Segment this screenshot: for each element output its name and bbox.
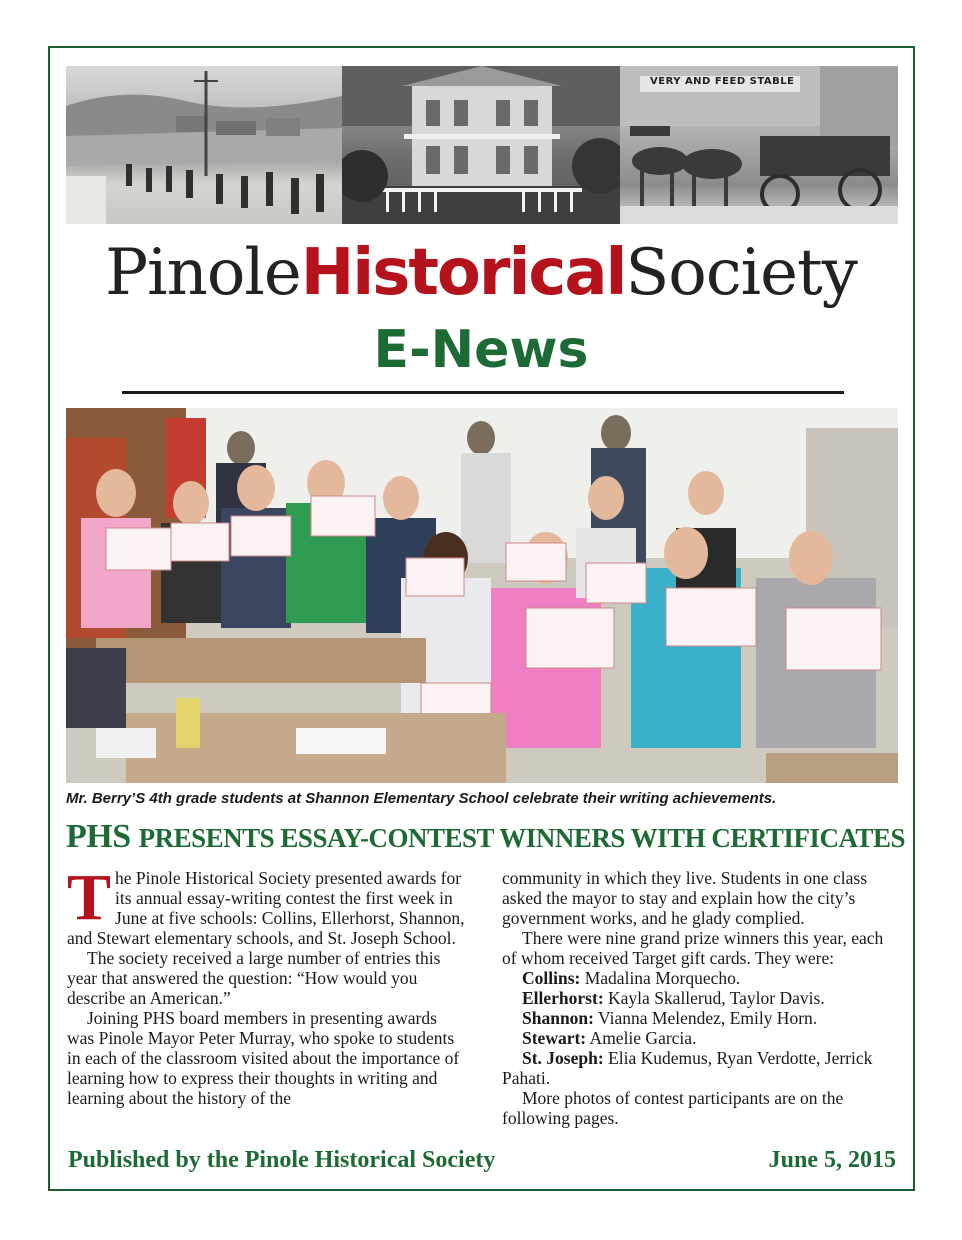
headline-phs: PHS xyxy=(66,818,139,855)
winner-school: Collins: xyxy=(522,968,581,988)
article-paragraph-5: There were nine grand prize winners this year, each of whom received Target gift cards. They were: xyxy=(502,928,884,968)
winner-entry xyxy=(502,1008,898,1028)
article-paragraph-6: More photos of contest participants are on the following pages. xyxy=(502,1088,844,1128)
winner-school: Ellerhorst: xyxy=(522,988,604,1008)
headline-rest: PRESENTS ESSAY-CONTEST WINNERS WITH CERTIFICATES xyxy=(138,823,905,853)
publisher-line: Published by the Pinole Historical Society xyxy=(68,1147,496,1173)
winner-names: Amelie Garcia. xyxy=(586,1028,697,1048)
article-headline xyxy=(66,818,905,856)
winners-list xyxy=(502,968,898,1088)
stable-sign: VERY AND FEED STABLE xyxy=(650,76,795,87)
winner-entry xyxy=(502,988,898,1008)
winner-names: Madalina Morquecho. xyxy=(580,968,741,988)
enews-subtitle: E-News xyxy=(373,320,589,380)
article-column-2 xyxy=(502,868,898,1128)
historical-photo-banner xyxy=(66,66,898,224)
drop-cap: T xyxy=(67,861,112,934)
parade-street-photo xyxy=(66,66,342,224)
winner-school: St. Joseph: xyxy=(522,1048,604,1068)
victorian-house-photo xyxy=(342,66,620,224)
article-paragraph-1 xyxy=(67,861,465,948)
winner-names: Elia Kudemus, Ryan Verdotte, Jerrick Pahati. xyxy=(502,1048,873,1088)
masthead-rule xyxy=(122,391,844,394)
masthead-society: Society xyxy=(625,236,857,310)
issue-date: June 5, 2015 xyxy=(768,1147,896,1173)
livery-stable-photo xyxy=(620,66,898,224)
paragraph-1-text: he Pinole Historical Society presented awards for its annual essay-writing contest the first week in June at five schools: Collins, Ellerhorst, Shannon, and Stewart elementary schools, and St. Joseph School. xyxy=(67,868,465,948)
photo-caption: Mr. Berry’S 4th grade students at Shannon Elementary School celebrate their writing achievements. xyxy=(66,790,777,807)
winner-school: Shannon: xyxy=(522,1008,594,1028)
masthead-pinole: Pinole xyxy=(105,236,301,310)
classroom-photo xyxy=(66,408,898,783)
article-paragraph-4: community in which they live. Students in one class asked the mayor to stay and explain how the city’s government works, and he glady complied. xyxy=(502,868,868,928)
winner-names: Vianna Melendez, Emily Horn. xyxy=(594,1008,818,1028)
masthead-title xyxy=(0,238,962,308)
article-paragraph-2: The society received a large number of entries this year that answered the question: “How would you describe an American.” xyxy=(67,948,441,1008)
masthead-historical: Historical xyxy=(300,236,626,310)
winner-entry xyxy=(502,1028,898,1048)
winner-school: Stewart: xyxy=(522,1028,587,1048)
winner-entry xyxy=(502,1048,898,1088)
winner-entry xyxy=(502,968,898,988)
article-column-1 xyxy=(67,861,465,1108)
article-paragraph-3: Joining PHS board members in presenting awards was Pinole Mayor Peter Murray, who spoke to students in each of the classroom visited about the importance of learning how to express their thoughts in writing and learning about the history of the xyxy=(67,1008,460,1108)
winner-names: Kayla Skallerud, Taylor Davis. xyxy=(603,988,825,1008)
